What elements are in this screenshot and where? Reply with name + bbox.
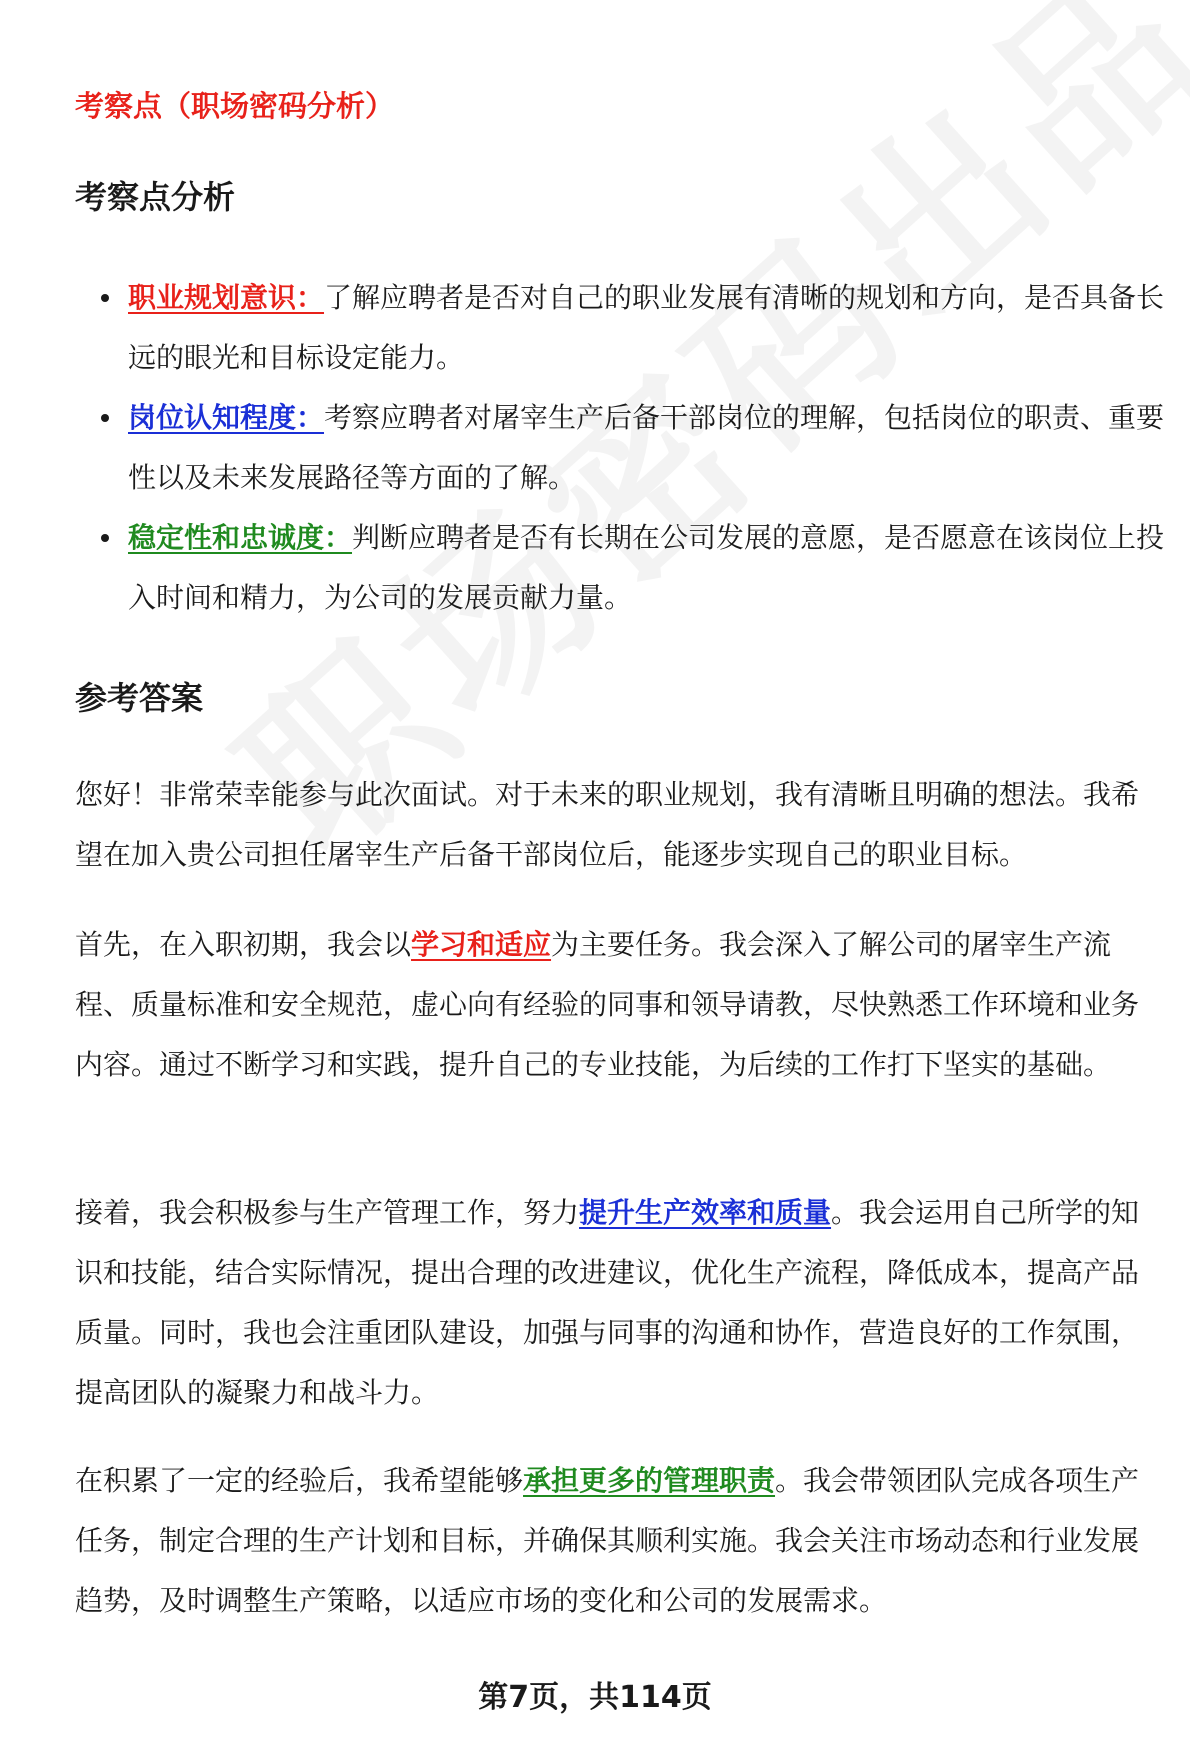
- highlight-efficiency-quality: 提升生产效率和质量: [579, 1196, 832, 1229]
- bullet-icon: [101, 294, 109, 302]
- analysis-heading: 考察点分析: [75, 178, 236, 216]
- answer-paragraph-4: [75, 1451, 1165, 1631]
- item-text: 判断应聘者是否有长期在公司发展的意愿，是否愿意在该岗位上投入时间和精力，为公司的发展贡献力量。: [128, 521, 1165, 614]
- highlight-management-duties: 承担更多的管理职责: [523, 1464, 776, 1497]
- keyword-role-cognition: 岗位认知程度：: [128, 401, 325, 434]
- text-segment: 接着，我会积极参与生产管理工作，努力: [75, 1196, 580, 1229]
- keyword-stability-loyalty: 稳定性和忠诚度：: [128, 521, 353, 554]
- keyword-career-planning: 职业规划意识：: [128, 281, 325, 314]
- answer-heading: 参考答案: [75, 679, 204, 717]
- analysis-list: [75, 268, 1165, 628]
- item-text: 了解应聘者是否对自己的职业发展有清晰的规划和方向，是否具备长远的眼光和目标设定能力。: [128, 281, 1165, 374]
- bullet-icon: [101, 534, 109, 542]
- answer-paragraph-3: [75, 1183, 1165, 1423]
- highlight-learning-adapting: 学习和适应: [411, 928, 552, 961]
- answer-paragraph-2: [75, 915, 1165, 1095]
- page-number: 第7页，共114页: [478, 1680, 712, 1715]
- bullet-icon: [101, 414, 109, 422]
- section-label: 考察点（职场密码分析）: [75, 89, 395, 123]
- list-item: [75, 508, 1165, 628]
- text-segment: 为主要任务。我会深入了解公司的屠宰生产流程、质量标准和安全规范，虚心向有经验的同事和领导请教，尽快熟悉工作环境和业务内容。通过不断学习和实践，提升自己的专业技能，为后续的工作打下坚实的基础。: [75, 928, 1140, 1081]
- text-segment: 在积累了一定的经验后，我希望能够: [75, 1464, 524, 1497]
- list-item: [75, 388, 1165, 508]
- answer-paragraph-1: 您好！非常荣幸能参与此次面试。对于未来的职业规划，我有清晰且明确的想法。我希望在加入贵公司担任屠宰生产后备干部岗位后，能逐步实现自己的职业目标。: [75, 778, 1140, 871]
- item-text: 考察应聘者对屠宰生产后备干部岗位的理解，包括岗位的职责、重要性以及未来发展路径等方面的了解。: [128, 401, 1165, 494]
- text-segment: 。我会运用自己所学的知识和技能，结合实际情况，提出合理的改进建议，优化生产流程，降低成本，提高产品质量。同时，我也会注重团队建设，加强与同事的沟通和协作，营造良好的工作氛围，提高团队的凝聚力和战斗力。: [75, 1196, 1140, 1409]
- list-item: [75, 268, 1165, 388]
- text-segment: 首先，在入职初期，我会以: [75, 928, 412, 961]
- text-segment: 。我会带领团队完成各项生产任务，制定合理的生产计划和目标，并确保其顺利实施。我会关注市场动态和行业发展趋势，及时调整生产策略，以适应市场的变化和公司的发展需求。: [75, 1464, 1140, 1617]
